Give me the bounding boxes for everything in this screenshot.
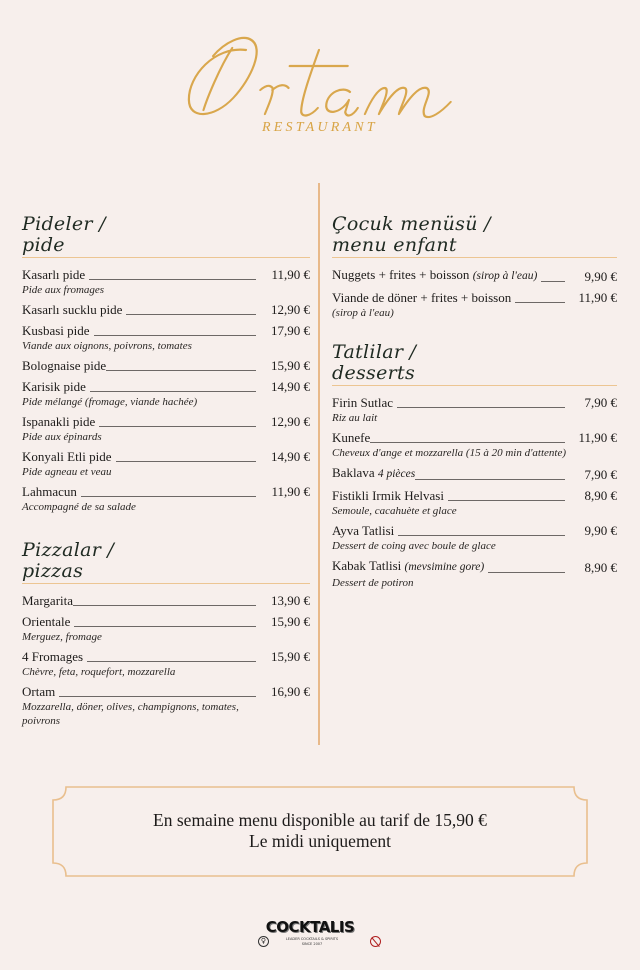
leader-line	[541, 281, 565, 282]
item-price: 13,90 €	[271, 593, 310, 608]
item-name: Ortam	[22, 684, 56, 699]
item-price: 16,90 €	[271, 684, 310, 699]
section-desserts	[332, 342, 617, 590]
item-name: Fistikli Irmik Helvasi	[332, 488, 444, 503]
item-price: 11,90 €	[578, 430, 617, 445]
menu-item	[332, 429, 617, 460]
menu-item	[22, 266, 310, 297]
menu-item	[22, 613, 310, 644]
item-name: Karisik pide	[22, 379, 86, 394]
weekday-menu-notice	[52, 786, 588, 877]
item-name: Viande de döner + frites + boisson	[332, 290, 512, 305]
item-name: Kasarlı pide	[22, 267, 86, 282]
section-title-line2: pide	[22, 234, 65, 256]
section-title	[332, 214, 617, 258]
item-description: Dessert de potiron	[332, 577, 414, 589]
section-title-line2: desserts	[332, 362, 416, 384]
item-price: 12,90 €	[271, 414, 310, 429]
item-name: Kunefe	[332, 430, 371, 445]
left-column	[22, 214, 310, 732]
menu-item	[332, 394, 617, 425]
menu-item	[22, 357, 310, 374]
item-name: Ayva Tatlisi	[332, 523, 395, 538]
brand-logo: COCKTALIS	[265, 918, 355, 936]
item-inline-note: 4 pièces	[377, 468, 416, 480]
item-description: Pide agneau et veau	[22, 466, 112, 478]
item-name-text: Nuggets + frites + boisson	[332, 267, 470, 282]
menu-item	[22, 683, 310, 728]
item-name	[332, 464, 415, 483]
leader-line	[59, 696, 256, 697]
item-price: 11,90 €	[271, 267, 310, 282]
leader-line	[488, 572, 565, 573]
item-inline-note: (mevsimine gore)	[404, 561, 485, 573]
item-name	[332, 266, 537, 285]
item-name-text: Baklava	[332, 465, 375, 480]
item-description: Mozzarella, döner, olives, champignons, tomates, poivrons	[22, 701, 239, 727]
section-title-line1: Pizzalar /	[22, 539, 115, 561]
notice-line-1: En semaine menu disponible au tarif de 15,90 €	[153, 810, 487, 830]
column-divider	[318, 183, 320, 745]
leader-line	[73, 605, 256, 606]
item-name: Margarita	[22, 593, 74, 608]
notice-text	[52, 810, 588, 852]
leader-line	[397, 407, 565, 408]
item-inline-note: (sirop à l'eau)	[472, 270, 538, 282]
leader-line	[515, 302, 565, 303]
item-price: 17,90 €	[271, 323, 310, 338]
item-price: 15,90 €	[271, 649, 310, 664]
leader-line	[94, 335, 256, 336]
leader-line	[415, 479, 565, 480]
logo-script-name	[173, 28, 477, 128]
pregnancy-warning-icon: ♀	[258, 936, 269, 947]
menu-item	[22, 301, 310, 318]
leader-line	[448, 500, 565, 501]
item-name: Ispanakli pide	[22, 414, 96, 429]
logo-script-svg	[173, 28, 477, 128]
item-description: Pide aux fromages	[22, 284, 105, 296]
leader-line	[81, 496, 256, 497]
item-description: Pide mélangé (fromage, viande hachée)	[22, 396, 198, 408]
item-name: Firin Sutlac	[332, 395, 394, 410]
leader-line	[370, 442, 565, 443]
item-name: Konyali Etli pide	[22, 449, 112, 464]
item-price: 7,90 €	[584, 467, 617, 482]
menu-item	[332, 522, 617, 553]
item-description: Semoule, cacahuète et glace	[332, 505, 457, 517]
menu-item	[22, 413, 310, 444]
item-description: Pide aux épinards	[22, 431, 102, 443]
menu-item	[22, 322, 310, 353]
section-title	[22, 214, 310, 258]
brand-tagline	[280, 937, 344, 947]
item-price: 9,90 €	[584, 269, 617, 284]
section-title	[332, 342, 617, 386]
menu-item	[22, 483, 310, 514]
item-description: Viande aux oignons, poivrons, tomates	[22, 340, 192, 352]
item-description: Cheveux d'ange et mozzarella (15 à 20 min d'attente)	[332, 447, 567, 459]
notice-line-2: Le midi uniquement	[249, 831, 391, 851]
restaurant-logo	[0, 28, 640, 143]
leader-line	[126, 314, 256, 315]
item-price: 11,90 €	[578, 290, 617, 305]
item-description: Chèvre, feta, roquefort, mozzarella	[22, 666, 176, 678]
menu-item	[22, 592, 310, 609]
item-description: Riz au lait	[332, 412, 378, 424]
menu-item	[22, 378, 310, 409]
section-title-line2: pizzas	[22, 560, 84, 582]
item-name: 4 Fromages	[22, 649, 84, 664]
section-pizzas	[22, 540, 310, 728]
footer-brand	[245, 915, 395, 955]
brand-tagline-line1: LEADER COCKTAILS & SPIRITS	[285, 937, 339, 941]
brand-tagline-line2: SINCE 2007	[301, 942, 323, 946]
item-name: Orientale	[22, 614, 71, 629]
menu-item	[332, 487, 617, 518]
right-column	[332, 214, 617, 594]
menu-item	[332, 289, 617, 320]
item-description: Dessert de coing avec boule de glace	[332, 540, 496, 552]
leader-line	[74, 626, 256, 627]
item-price: 7,90 €	[584, 395, 617, 410]
leader-line	[99, 426, 256, 427]
menu-item	[332, 464, 617, 483]
item-name: Kusbasi pide	[22, 323, 90, 338]
menu-item	[22, 648, 310, 679]
item-description: Accompagné de sa salade	[22, 501, 136, 513]
item-price: 14,90 €	[271, 379, 310, 394]
section-title-line1: Tatlilar /	[332, 341, 417, 363]
item-price: 9,90 €	[584, 523, 617, 538]
menu-item	[332, 266, 617, 285]
leader-line	[398, 535, 565, 536]
menu-item	[332, 557, 617, 590]
logo-subtitle: RESTAURANT	[262, 120, 378, 135]
item-description: (sirop à l'eau)	[332, 307, 394, 319]
leader-line	[90, 391, 256, 392]
section-title-line1: Pideler /	[22, 213, 106, 235]
leader-line	[89, 279, 256, 280]
section-title-line2: menu enfant	[332, 234, 457, 256]
section-pide	[22, 214, 310, 514]
item-price: 8,90 €	[584, 560, 617, 575]
item-description: Merguez, fromage	[22, 631, 102, 643]
item-name-text: Kabak Tatlisi	[332, 558, 402, 573]
item-name: Lahmacun	[22, 484, 77, 499]
item-price: 11,90 €	[271, 484, 310, 499]
no-minors-icon	[370, 936, 381, 947]
item-name: Bolognaise pide	[22, 358, 107, 373]
leader-line	[116, 461, 256, 462]
section-title-line1: Çocuk menüsü /	[332, 213, 491, 235]
item-price: 8,90 €	[584, 488, 617, 503]
section-kids-menu	[332, 214, 617, 320]
menu-item	[22, 448, 310, 479]
item-price: 15,90 €	[271, 614, 310, 629]
leader-line	[87, 661, 256, 662]
item-price: 15,90 €	[271, 358, 310, 373]
leader-line	[106, 370, 256, 371]
section-title	[22, 540, 310, 584]
item-name: Kasarlı sucklu pide	[22, 302, 123, 317]
item-price: 12,90 €	[271, 302, 310, 317]
item-name	[332, 557, 484, 576]
item-price: 14,90 €	[271, 449, 310, 464]
